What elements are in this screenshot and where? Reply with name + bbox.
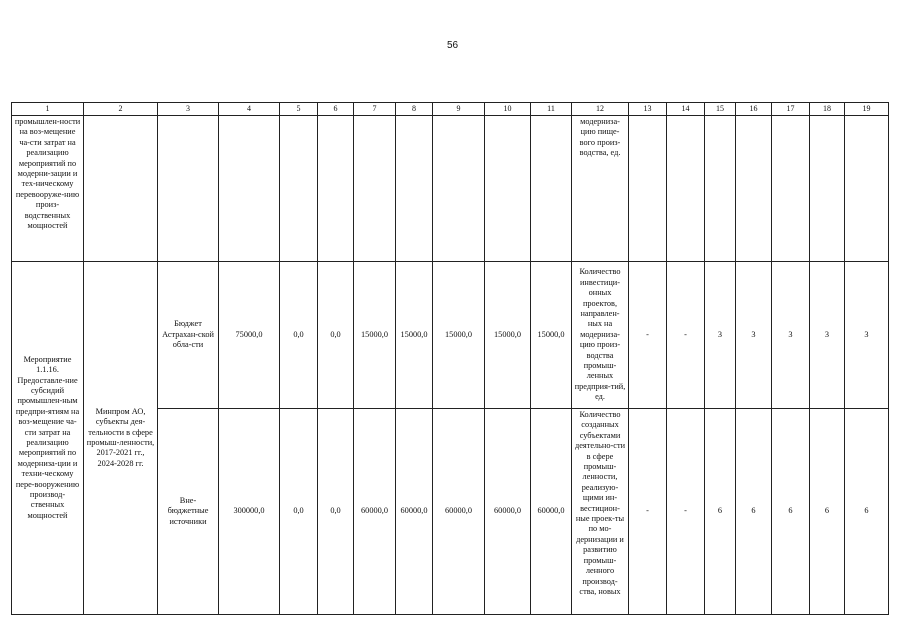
- indicator-cell: Количество инвестици-онных проектов, направлен-ных на модерниза-цию произ-водства промыш-ленных предприя-тий, ед.: [572, 262, 629, 409]
- value-cell: -: [629, 409, 667, 615]
- header-cell: 8: [396, 103, 433, 116]
- executor-cell: Минпром АО, субъекты дея-тельности в сфере промыш-ленности, 2017-2021 гг., 2024-2028 гг.: [84, 262, 158, 615]
- table-cell: [485, 116, 531, 262]
- table-cell: [433, 116, 485, 262]
- value-cell: -: [667, 262, 705, 409]
- table-cell: [810, 116, 845, 262]
- value-cell: 60000,0: [485, 409, 531, 615]
- value-cell: 60000,0: [396, 409, 433, 615]
- header-cell: 14: [667, 103, 705, 116]
- header-cell: 12: [572, 103, 629, 116]
- table-cell: [280, 116, 318, 262]
- header-cell: 6: [318, 103, 354, 116]
- value-cell: 15000,0: [531, 262, 572, 409]
- table-cell: [845, 116, 889, 262]
- value-cell: 15000,0: [433, 262, 485, 409]
- value-cell: 6: [705, 409, 736, 615]
- page-number: 56: [446, 40, 459, 51]
- indicator-cell: Количество созданных субъектами деятельно-сти в сфере промыш-ленности, реализую-щими ин-вестицион-ные проек-ты по мо-дернизации и развитию промыш-ленного производ-ства, новых: [572, 409, 629, 615]
- value-cell: 15000,0: [354, 262, 396, 409]
- header-cell: 11: [531, 103, 572, 116]
- value-cell: 0,0: [280, 262, 318, 409]
- header-cell: 17: [772, 103, 810, 116]
- value-cell: 6: [736, 409, 772, 615]
- value-cell: -: [629, 262, 667, 409]
- continued-indicator: модерниза-цию пище-вого произ-водства, ед.: [572, 116, 629, 262]
- value-cell: 15000,0: [396, 262, 433, 409]
- header-cell: 9: [433, 103, 485, 116]
- value-cell: 3: [736, 262, 772, 409]
- header-cell: 5: [280, 103, 318, 116]
- table-cell: [219, 116, 280, 262]
- total-amount: 75000,0: [219, 262, 280, 409]
- header-cell: 18: [810, 103, 845, 116]
- value-cell: 6: [810, 409, 845, 615]
- value-cell: -: [667, 409, 705, 615]
- header-cell: 1: [12, 103, 84, 116]
- value-cell: 15000,0: [485, 262, 531, 409]
- header-cell: 15: [705, 103, 736, 116]
- table-cell: [158, 116, 219, 262]
- table-cell: [667, 116, 705, 262]
- value-cell: 0,0: [280, 409, 318, 615]
- table-cell: [736, 116, 772, 262]
- header-cell: 13: [629, 103, 667, 116]
- value-cell: 60000,0: [433, 409, 485, 615]
- table-cell: [531, 116, 572, 262]
- value-cell: 3: [705, 262, 736, 409]
- header-cell: 7: [354, 103, 396, 116]
- value-cell: 0,0: [318, 262, 354, 409]
- program-table: [11, 102, 889, 615]
- table-cell: [705, 116, 736, 262]
- table-row: [12, 262, 889, 409]
- header-cell: 4: [219, 103, 280, 116]
- value-cell: 3: [772, 262, 810, 409]
- total-amount: 300000,0: [219, 409, 280, 615]
- header-cell: 16: [736, 103, 772, 116]
- header-cell: 2: [84, 103, 158, 116]
- column-number-row: [12, 103, 889, 116]
- funding-source: Вне-бюджетные источники: [158, 409, 219, 615]
- value-cell: 6: [845, 409, 889, 615]
- table-cell: [772, 116, 810, 262]
- table-cell: [396, 116, 433, 262]
- table-cell: [629, 116, 667, 262]
- header-cell: 3: [158, 103, 219, 116]
- table-cell: [318, 116, 354, 262]
- continued-event-description: промышлен-ности на воз-мещение ча-сти затрат на реализацию мероприятий по модерни-зации и тех-ническому перевооруже-нию произ-водственных мощностей: [12, 116, 84, 262]
- event-description: Мероприятие 1.1.16. Предоставле-ние субсидий промышлен-ным предпри-ятиям на воз-мещение ча-сти затрат на реализацию мероприятий по модерниза-ции и техни-ческому пере-вооружению производ-ственных мощностей: [12, 262, 84, 615]
- header-cell: 10: [485, 103, 531, 116]
- header-cell: 19: [845, 103, 889, 116]
- funding-source: Бюджет Астрахан-ской обла-сти: [158, 262, 219, 409]
- value-cell: 60000,0: [531, 409, 572, 615]
- value-cell: 3: [810, 262, 845, 409]
- value-cell: 3: [845, 262, 889, 409]
- continuation-row: [12, 116, 889, 262]
- value-cell: 60000,0: [354, 409, 396, 615]
- table-cell: [84, 116, 158, 262]
- value-cell: 0,0: [318, 409, 354, 615]
- value-cell: 6: [772, 409, 810, 615]
- table-cell: [354, 116, 396, 262]
